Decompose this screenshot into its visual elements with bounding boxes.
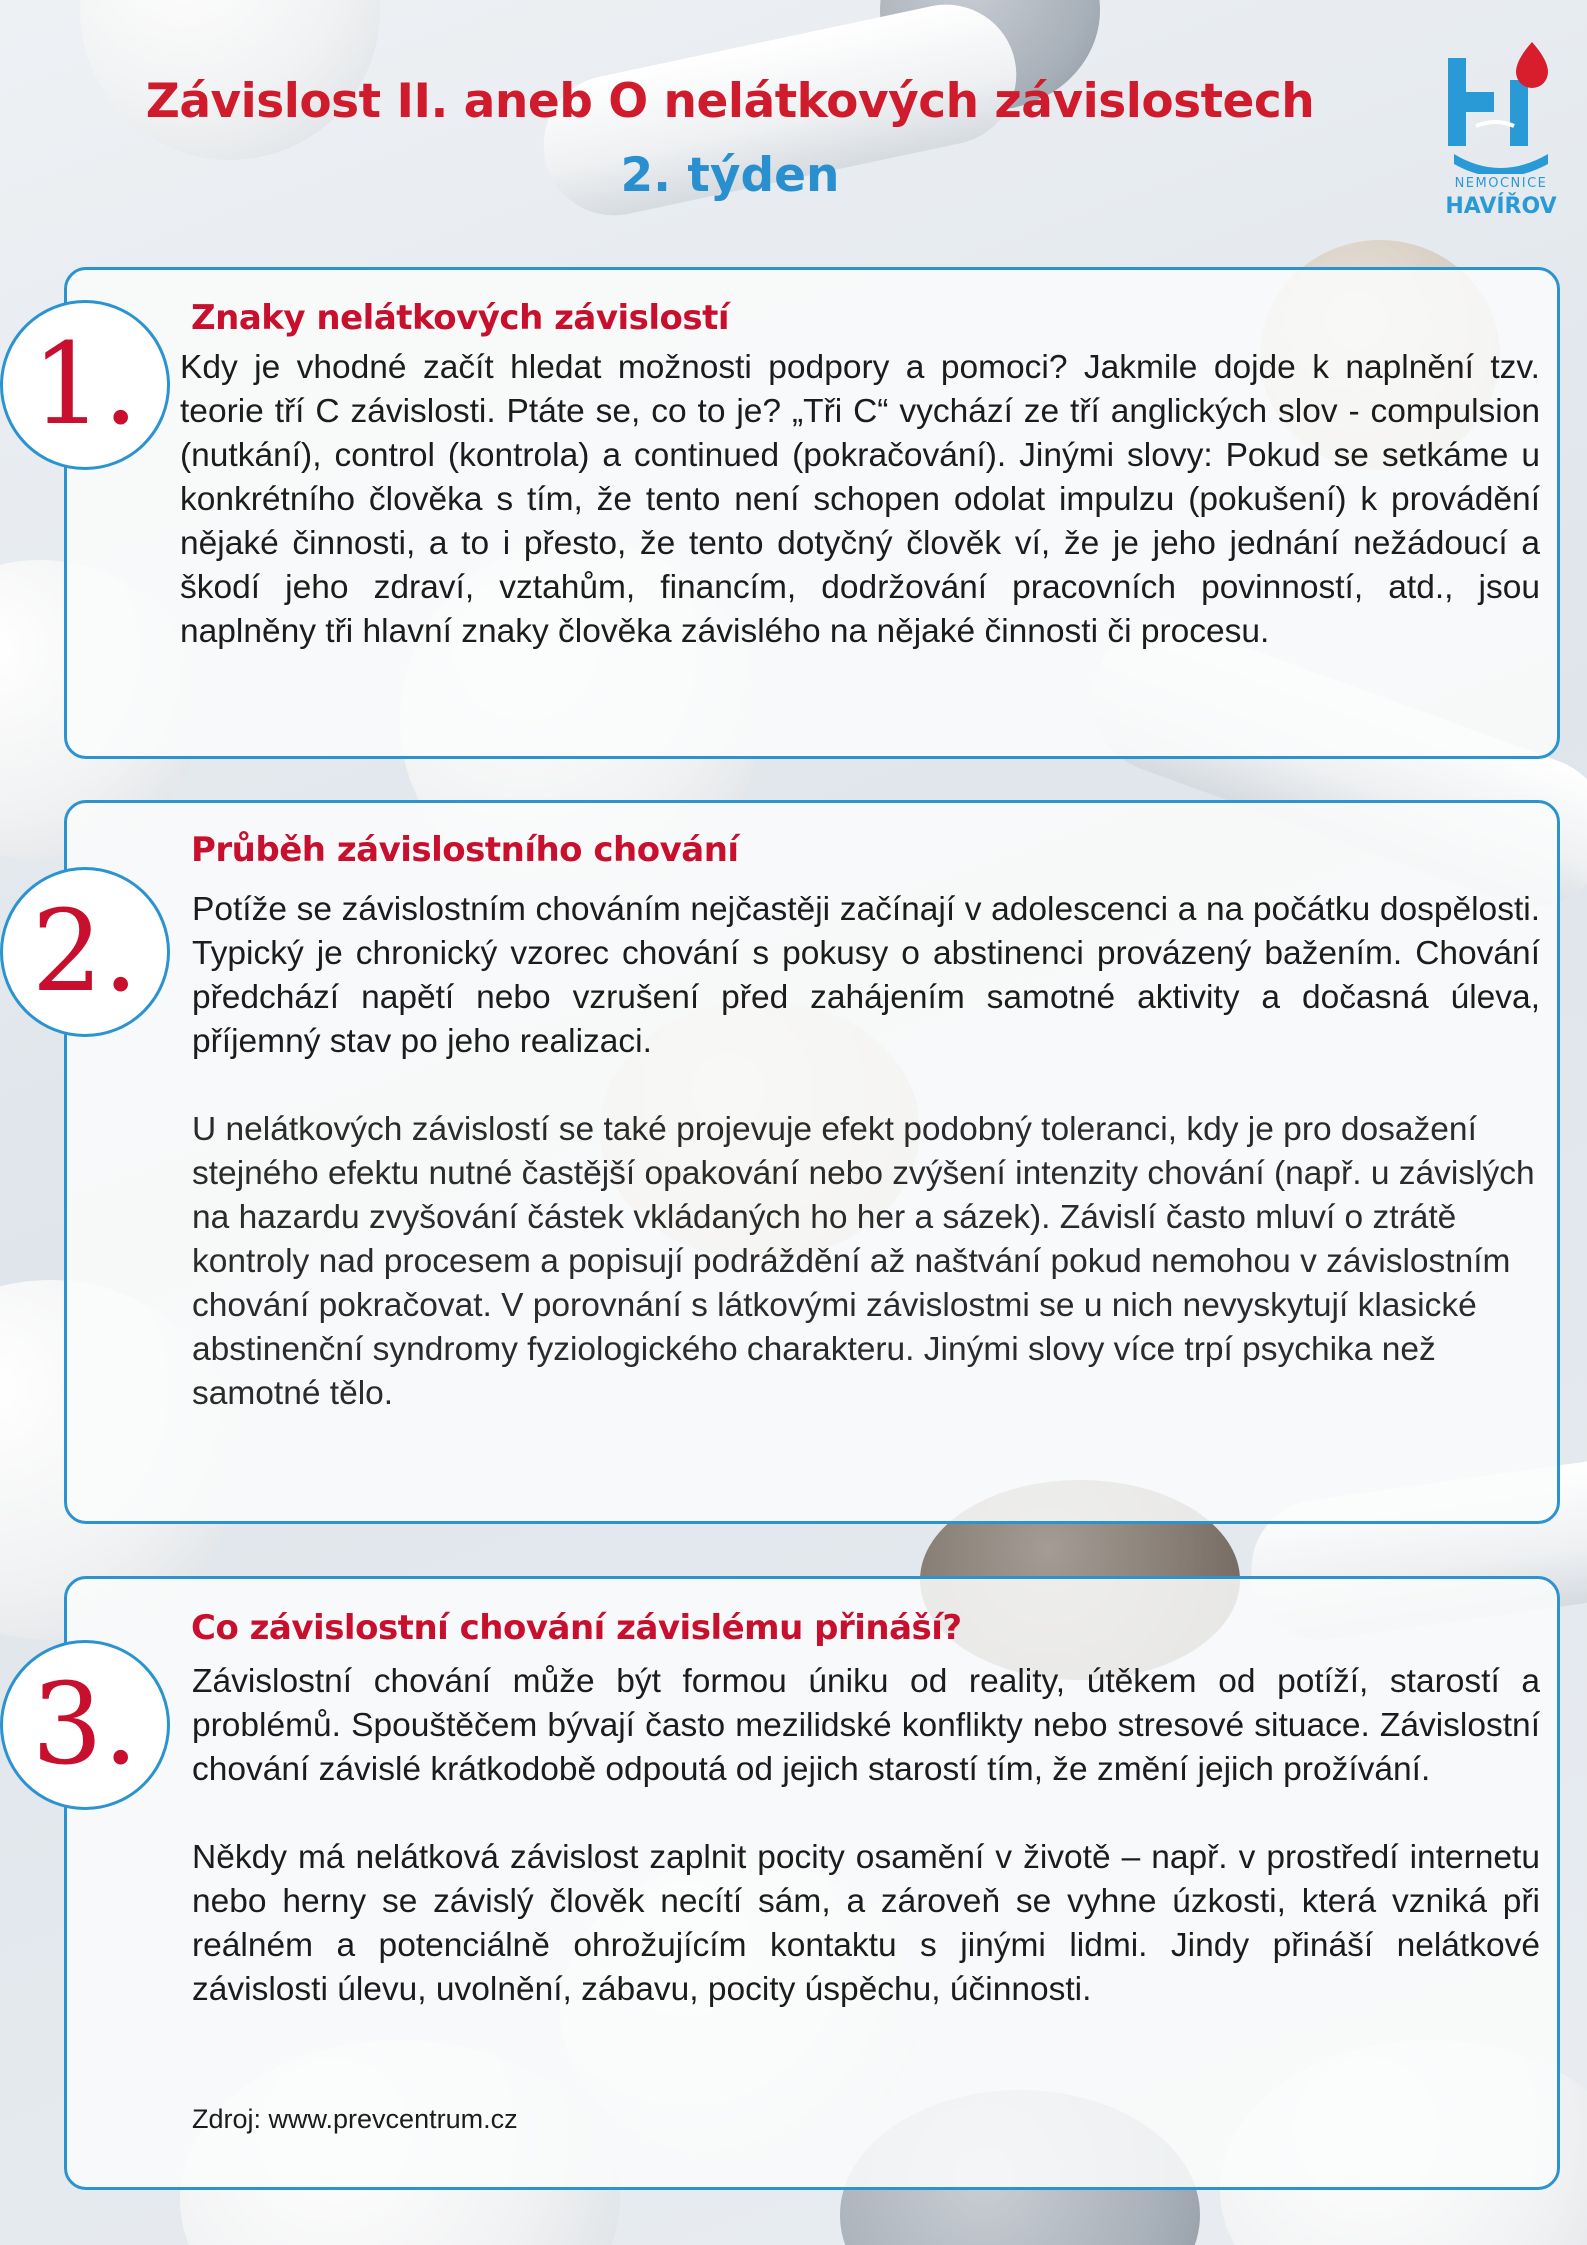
section-number-1: 1. (0, 300, 170, 470)
source-note: Zdroj: www.prevcentrum.cz (192, 2104, 518, 2134)
logo-text-havirov: HAVÍŘOV (1445, 194, 1557, 219)
section-number-3: 3. (0, 1640, 170, 1810)
section-3-paragraph-2: Někdy má nelátková závislost zaplnit pocity osamění v životě – např. v prostředí internetu nebo herny se závislý člověk necítí sám, a zároveň se vyhne úzkosti, která vzniká při reálném a potenciálně ohrožujícím kontaktu s jinými lidmi. Jindy přináší nelátkové závislosti úlevu, uvolnění, zábavu, pocity úspěchu, účinnosti. (192, 1839, 1540, 2008)
section-2-paragraph-1: Potíže se závislostním chováním nejčastěji začínají v adolescenci a na počátku dospělosti. Typický je chronický vzorec chování s pokusy o abstinenci provázený bažením. Chování předchází napětí nebo vzrušení před zahájením samotné aktivity a dočasná úleva, příjemný stav po jeho realizaci. (192, 891, 1540, 1060)
page-title: Závislost II. aneb O nelátkových závislostech (145, 74, 1315, 129)
section-heading-2: Průběh závislostního chování (191, 830, 739, 870)
page-subtitle: 2. týden (620, 148, 840, 203)
section-3-paragraph-1: Závislostní chování může být formou úniku od reality, útěkem od potíží, starostí a problémů. Spouštěčem bývají často mezilidské konflikty nebo stresové situace. Závislostní chování závislé krátkodobě odpoutá od jejich starostí tím, že změní jejich prožívání. (192, 1663, 1540, 1788)
hospital-logo (1436, 34, 1566, 224)
logo-text-nemocnice: NEMOCNICE (1454, 176, 1548, 191)
section-heading-1: Znaky nelátkových závislostí (191, 298, 730, 338)
section-1-paragraph: Kdy je vhodné začít hledat možnosti podpory a pomoci? Jakmile dojde k naplnění tzv. teorie tří C závislosti. Ptáte se, co to je? „Tři C“ vychází ze tří anglických slov - compulsion (nutkání), control (kontrola) a continued (pokračování). Jinými slovy: Pokud se setkáme u konkrétního člověka s tím, že tento není schopen odolat impulzu (pokušení) k provádění nějaké činnosti, a to i přesto, že tento dotyčný člověk ví, že je jeho jednání nežádoucí a škodí jeho zdraví, vztahům, financím, dodržování pracovních povinností, atd., jsou naplněny tři hlavní znaky člověka závislého na nějaké činnosti či procesu. (180, 349, 1540, 650)
hospital-logo-icon (1436, 34, 1566, 174)
section-heading-3: Co závislostní chování závislému přináší? (191, 1608, 962, 1648)
section-2-paragraph-2: U nelátkových závislostí se také projevuje efekt podobný toleranci, kdy je pro dosažení stejného efektu nutné častější opakování nebo zvýšení intenzity chování (např. u závislých na hazardu zvyšování částek vkládaných ho her a sázek). Závislí často mluví o ztrátě kontroly nad procesem a popisují podráždění až naštvání pokud nemohou v závislostním chování pokračovat. V porovnání s látkovými závislostmi se u nich nevyskytují klasické abstinenční syndromy fyziologického charakteru. Jinými slovy více trpí psychika než samotné tělo. (192, 1111, 1535, 1412)
section-number-2: 2. (0, 867, 170, 1037)
